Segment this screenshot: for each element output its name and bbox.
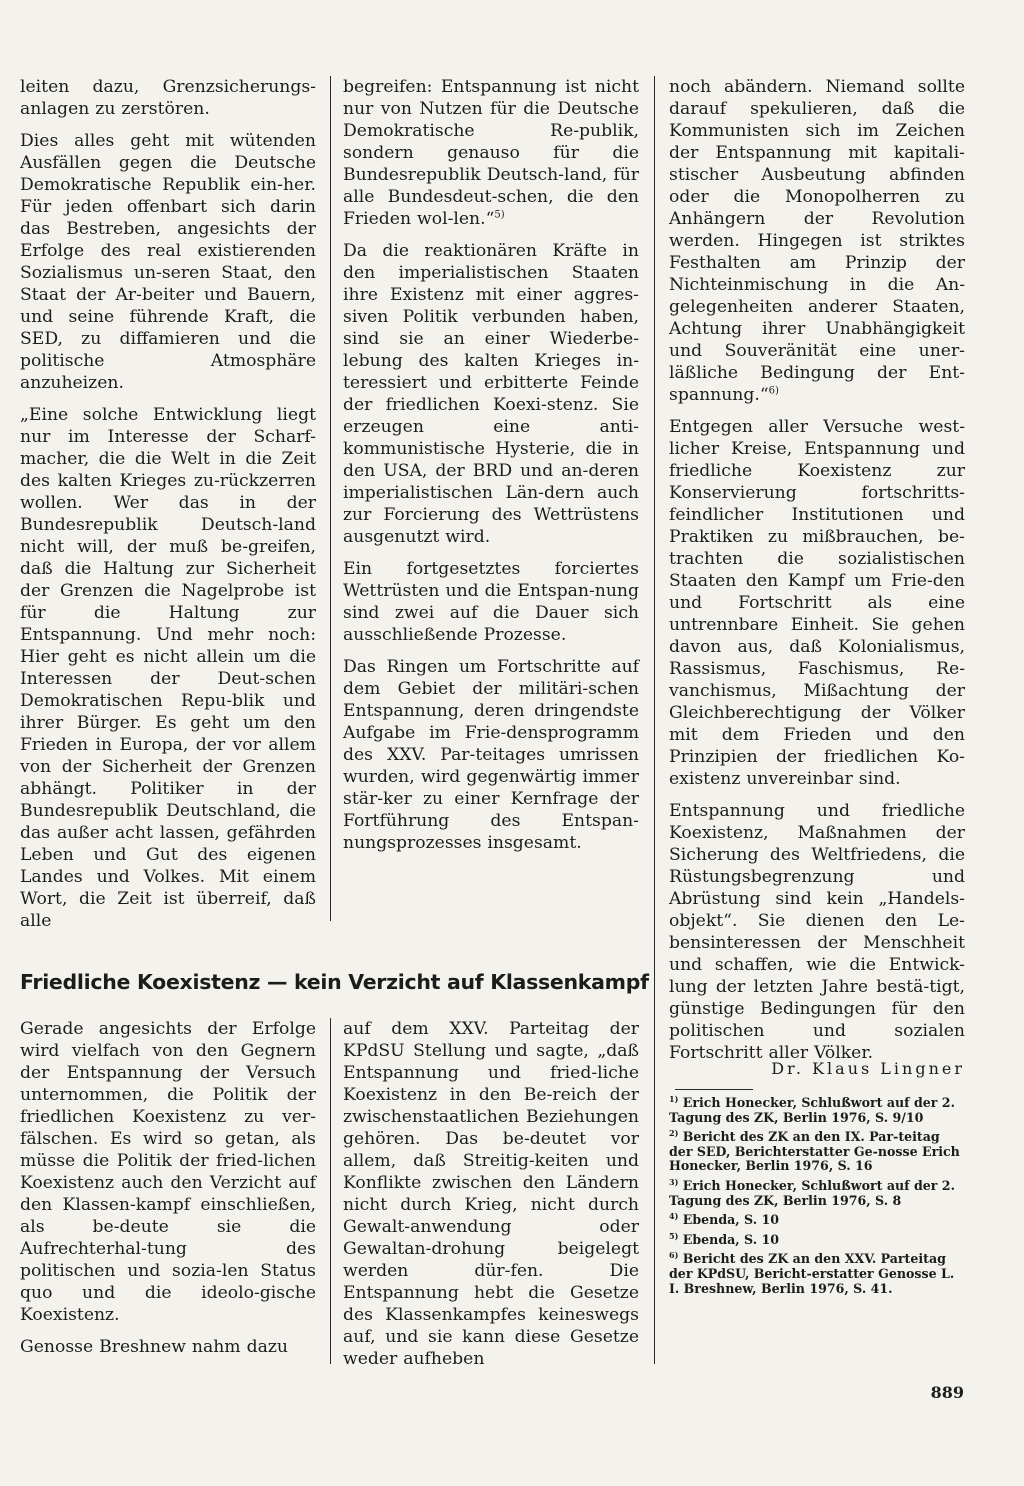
footnote [669, 1093, 965, 1125]
footnotes [669, 1093, 965, 1301]
paragraph: Entgegen aller Versuche west-licher Kreise, Entspannung und friedliche Koexistenz zur Konservierung fortschritts-feindlicher Institutionen und Praktiken zu mißbrauchen, be-trachten die sozialistischen Staaten den Kampf um Frie-den und Fortschritt als eine untrennbare Einheit. Sie gehen davon aus, daß Kolonialismus, Rassismus, Faschismus, Re-vanchismus, Mißachtung der Gleichberechtigung der Völker mit dem Frieden und den Prinzipien der friedlichen Ko-existenz unvereinbar sind. [669, 417, 965, 789]
footnote-number: 5) [669, 1230, 679, 1241]
footnote-number: 6) [669, 1250, 679, 1261]
footnote-text: Erich Honecker, Schlußwort auf der 2. Tagung des ZK, Berlin 1976, S. 9/10 [669, 1095, 955, 1125]
paragraph [669, 76, 965, 406]
paragraph: Dies alles geht mit wütenden Ausfällen gegen die Deutsche Demokratische Republik ein-her. Für jeden offenbart sich darin das Bestreben, angesichts der Erfolge des real existierenden Sozialismus un-seren Staat, den Staat der Ar-beiter und Bauern, und seine führende Kraft, die SED, zu diffamieren und die politische Atmosphäre anzuheizen. [20, 131, 316, 393]
footnote [669, 1252, 965, 1296]
footnote [669, 1130, 965, 1174]
author-signature: Dr. Klaus Lingner [771, 1059, 965, 1078]
paragraph: leiten dazu, Grenzsicherungs-anlagen zu zerstören. [20, 77, 316, 119]
paragraph: Da die reaktionären Kräfte in den imperialistischen Staaten ihre Existenz mit einer aggres-siven Politik verbunden haben, sind sie an einer Wiederbe-lebung des kalten Krieges in-teressiert und erbitterte Feinde der friedlichen Koexi-stenz. Sie erzeugen eine anti-kommunistische Hysterie, die in den USA, der BRD und an-deren imperialistischen Län-dern auch zur Forcierung des Wettrüstens ausgenutzt wird. [343, 241, 639, 547]
column-divider [330, 76, 331, 921]
column-divider [654, 76, 655, 1364]
paragraph: Gerade angesichts der Erfolge wird vielfach von den Gegnern der Entspannung der Versuch unternommen, die Politik der friedlichen Koexistenz zu ver-fälschen. Es wird so getan, als müsse die Politik der fried-lichen Koexistenz auch den Verzicht auf den Klassen-kampf einschließen, als be-deute sie die Aufrechterhal-tung des politischen und sozia-len Status quo und die ideolo-gische Koexistenz. [20, 1019, 316, 1325]
footnote-number: 2) [669, 1128, 679, 1138]
footnote [669, 1230, 965, 1248]
footnote-text: Bericht des ZK an den XXV. Parteitag der KPdSU, Bericht-erstatter Genosse L. I. Breshnew, Berlin 1976, S. 41. [669, 1251, 955, 1296]
column-2-top [343, 76, 639, 864]
footnote [669, 1210, 965, 1228]
column-divider [330, 1018, 331, 1364]
paragraph-text: noch abändern. Niemand sollte darauf spekulieren, daß die Kommunisten sich im Zeichen der Entspannung mit kapitali-stischer Ausbeutung abfinden oder die Monopolherren zu Anhängern der Revolution werden. Hingegen ist striktes Festhalten am Prinzip der Nichteinmischung in die An-gelegenheiten anderer Staaten, Achtung ihrer Unabhängigkeit und Souveränität eine uner-läßliche Bedingung der Ent-spannung.“ [669, 77, 965, 405]
footnote-text: Bericht des ZK an den IX. Par-teitag der SED, Berichterstatter Ge-nosse Erich Honecker, Berlin 1976, S. 16 [669, 1129, 960, 1174]
footnote-number: 4) [669, 1210, 679, 1221]
footnote-number: 1) [669, 1093, 679, 1104]
paragraph-text: begreifen: Entspannung ist nicht nur von Nutzen für die Deutsche Demokratische Re-publik, sondern genauso für die Bundesrepublik Deutsch-land, für alle Bundesdeut-schen, die den Frieden wol-len.“ [343, 77, 639, 229]
paragraph [343, 76, 639, 230]
paragraph: Genosse Breshnew nahm dazu [20, 1337, 288, 1357]
footnote-text: Ebenda, S. 10 [682, 1231, 779, 1247]
footnote-text: Erich Honecker, Schlußwort auf der 2. Tagung des ZK, Berlin 1976, S. 8 [669, 1177, 955, 1208]
paragraph: „Eine solche Entwicklung liegt nur im Interesse der Scharf-macher, die die Welt in die Zeit des kalten Krieges zu-rückzerren wollen. Wer das in der Bundesrepublik Deutsch-land nicht will, der muß be-greifen, daß die Haltung zur Sicherheit der Grenzen die Nagelprobe ist für die Haltung zur Entspannung. Und mehr noch: Hier geht es nicht allein um die Interessen der Deut-schen Demokratischen Repu-blik und ihrer Bürger. Es geht um den Frieden in Europa, der vor allem von der Sicherheit der Grenzen abhängt. Politiker in der Bundesrepublik Deutschland, die das außer acht lassen, gefährden Leben und Gut des eigenen Landes und Volkes. Mit einem Wort, die Zeit ist überreif, daß alle [20, 405, 316, 931]
footnote-text: Ebenda, S. 10 [682, 1212, 779, 1228]
page-number: 889 [930, 1383, 964, 1402]
footnote-divider [675, 1089, 753, 1090]
section-heading: Friedliche Koexistenz — kein Verzicht auf Klassenkampf [20, 970, 649, 994]
footnote [669, 1176, 965, 1208]
footnote-ref: 5) [494, 209, 505, 221]
column-1-top [20, 76, 316, 942]
paragraph: Entspannung und friedliche Koexistenz, Maßnahmen der Sicherung des Weltfriedens, die Rüstungsbegrenzung und Abrüstung sind kein „Handels-objekt“. Sie dienen den Le-bensinteressen der Menschheit und schaffen, wie die Entwick-lung der letzten Jahre bestä-tigt, günstige Bedingungen für den politischen und sozialen Fortschritt aller Völker. [669, 801, 965, 1063]
paragraph: Ein fortgesetztes forciertes Wettrüsten und die Entspan-nung sind zwei auf die Dauer sich ausschließende Prozesse. [343, 559, 639, 645]
paragraph: auf dem XXV. Parteitag der KPdSU Stellung und sagte, „daß Entspannung und fried-liche Koexistenz in den Be-reich der zwischenstaatlichen Beziehungen gehören. Das be-deutet vor allem, daß Streitig-keiten und Konflikte zwischen den Ländern nicht durch Krieg, nicht durch Gewalt-anwendung oder Gewaltan-drohung beigelegt werden dür-fen. Die Entspannung hebt die Gesetze des Klassenkampfes keineswegs auf, und sie kann diese Gesetze weder aufheben [343, 1019, 639, 1369]
column-3 [669, 76, 965, 1074]
paragraph: Das Ringen um Fortschritte auf dem Gebiet der militäri-schen Entspannung, deren dringendste Aufgabe im Frie-densprogramm des XXV. Par-teitages umrissen wurden, wird gegenwärtig immer stär-ker zu einer Kernfrage der Fortführung des Entspan-nungsprozesses insgesamt. [343, 657, 639, 853]
footnote-number: 3) [669, 1176, 679, 1187]
column-1-bottom [20, 1018, 316, 1368]
column-2-bottom [343, 1018, 639, 1380]
footnote-ref: 6) [768, 385, 779, 397]
